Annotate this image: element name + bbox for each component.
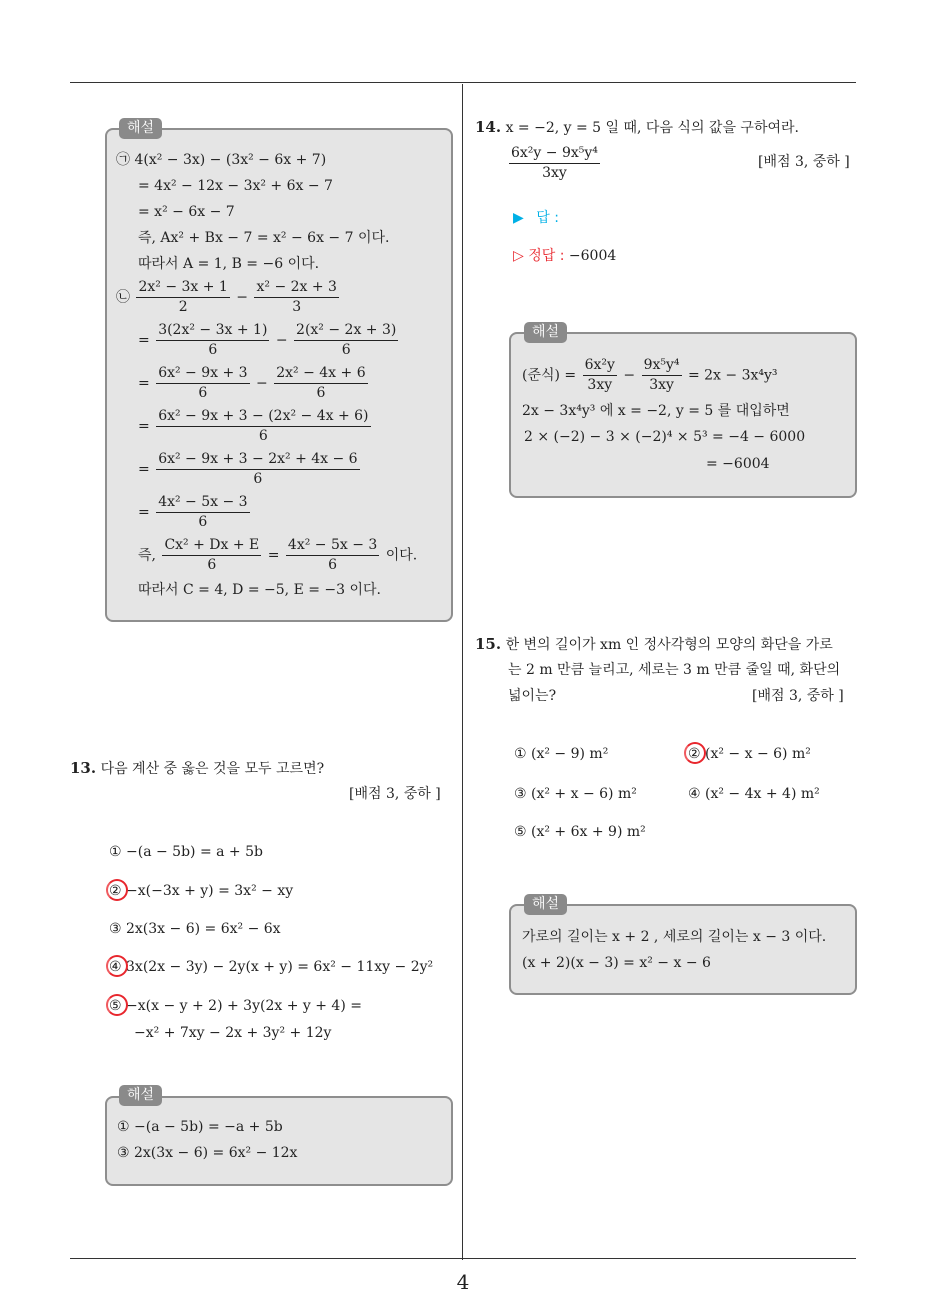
q13-option-4[interactable]	[109, 958, 433, 976]
text: (준식) =	[522, 367, 577, 384]
solution-tag: 해설	[524, 894, 567, 915]
q13-score: [배점 3, 중하 ]	[349, 786, 441, 802]
fraction	[156, 365, 249, 402]
fraction	[136, 279, 229, 316]
numerator: 9x⁵y⁴	[642, 357, 682, 376]
operator: −	[623, 367, 636, 384]
q13-option-2[interactable]	[109, 882, 293, 900]
q14-sol-1	[522, 357, 778, 394]
numerator: Cx² + Dx + E	[162, 537, 261, 556]
numerator: 3(2x² − 3x + 1)	[156, 322, 269, 341]
q15-text-2: 는 2 m 만큼 늘리고, 세로는 3 m 만큼 줄일 때, 화단의	[508, 662, 841, 678]
text: 즉,	[138, 547, 156, 564]
q15-option-3[interactable]: ③ (x² + x − 6) m²	[514, 786, 637, 802]
operator: −	[256, 375, 268, 392]
option-text: (x² − x − 6) m²	[705, 746, 811, 762]
page-number: 4	[456, 1270, 470, 1294]
q15-solution-box	[509, 904, 857, 995]
denominator: 6	[198, 514, 208, 530]
solution-tag: 해설	[119, 1085, 162, 1106]
denominator: 6	[253, 471, 263, 487]
q15-sol-2: (x + 2)(x − 3) = x² − x − 6	[522, 955, 711, 971]
sol-line-7	[138, 322, 400, 359]
equals: =	[138, 461, 150, 478]
question-text: x = −2, y = 5 일 때, 다음 식의 값을 구하여라.	[505, 120, 799, 136]
answer-circle-mark	[106, 879, 128, 901]
fraction	[156, 322, 269, 359]
sol-line-1: ㉠ 4(x² − 3x) − (3x² − 6x + 7)	[116, 152, 327, 168]
equals: =	[267, 547, 280, 564]
fraction	[642, 357, 682, 394]
operator: −	[275, 332, 288, 349]
answer-circle-mark	[684, 742, 706, 764]
q14-score: [배점 3, 중하 ]	[758, 154, 850, 170]
text: = 2x − 3x⁴y³	[687, 367, 778, 384]
fraction	[156, 451, 359, 488]
fraction	[156, 494, 249, 531]
q13-option-3[interactable]: ③ 2x(3x − 6) = 6x² − 6x	[109, 921, 281, 937]
denominator: 6	[198, 385, 208, 401]
fraction	[583, 357, 617, 394]
numerator: 6x²y − 9x⁵y⁴	[509, 145, 600, 164]
numerator: 4x² − 5x − 3	[286, 537, 379, 556]
denominator: 6	[341, 342, 351, 358]
denominator: 6	[328, 557, 338, 573]
fraction	[294, 322, 398, 359]
mark-circle-l: ㉡	[116, 289, 130, 306]
fraction	[509, 145, 600, 182]
option-mark: ②	[109, 883, 122, 899]
denominator: 3xy	[542, 165, 567, 181]
denominator: 3xy	[649, 377, 674, 393]
fraction	[286, 537, 379, 574]
numerator: 4x² − 5x − 3	[156, 494, 249, 513]
q14-correct-line	[513, 247, 616, 265]
sol-line-12	[138, 537, 417, 574]
q14-sol-4: = −6004	[706, 456, 770, 472]
operator: −	[236, 289, 249, 306]
q13-option-5[interactable]	[109, 997, 362, 1015]
fraction	[274, 365, 367, 402]
top-rule	[70, 82, 856, 83]
fraction	[162, 537, 261, 574]
sol-line-5: 따라서 A = 1, B = −6 이다.	[138, 256, 320, 272]
answer-circle-mark	[106, 994, 128, 1016]
sol-line-3: = x² − 6x − 7	[138, 204, 235, 220]
q13-option-1[interactable]: ① −(a − 5b) = a + 5b	[109, 844, 263, 860]
numerator: 6x² − 9x + 3 − (2x² − 4x + 6)	[156, 408, 370, 427]
solution-tag: 해설	[524, 322, 567, 343]
option-mark: ⑤	[109, 998, 122, 1014]
denominator: 3xy	[587, 377, 613, 393]
numerator: 2(x² − 2x + 3)	[294, 322, 398, 341]
equals: =	[138, 418, 150, 435]
denominator: 6	[258, 428, 268, 444]
answer-circle-mark	[106, 955, 128, 977]
question-text: 한 변의 길이가 xm 인 정사각형의 모양의 화단을 가로	[505, 637, 833, 653]
numerator: 6x²y	[583, 357, 617, 376]
q15-option-5[interactable]: ⑤ (x² + 6x + 9) m²	[514, 824, 646, 840]
sol-line-6	[116, 279, 341, 316]
denominator: 6	[316, 385, 326, 401]
question-number: 15.	[475, 635, 502, 653]
q14-heading	[475, 118, 799, 137]
sol-line-8	[138, 365, 370, 402]
q15-score: [배점 3, 중하 ]	[752, 688, 844, 704]
equals: =	[138, 375, 150, 392]
q14-answer-line[interactable]	[513, 209, 559, 227]
bottom-rule	[70, 1258, 856, 1259]
sol-line-11	[138, 494, 252, 531]
text: 이다.	[385, 547, 418, 564]
numerator: 6x² − 9x + 3	[156, 365, 249, 384]
q14-sol-3: 2 × (−2) − 3 × (−2)⁴ × 5³ = −4 − 6000	[524, 429, 806, 445]
sol-line-13: 따라서 C = 4, D = −5, E = −3 이다.	[138, 582, 382, 598]
numerator: 6x² − 9x + 3 − 2x² + 4x − 6	[156, 451, 359, 470]
q15-heading	[475, 635, 833, 654]
numerator: 2x² − 4x + 6	[274, 365, 367, 384]
numerator: 2x² − 3x + 1	[136, 279, 229, 298]
question-text: 다음 계산 중 옳은 것을 모두 고르면?	[100, 761, 325, 777]
sol-line-9	[138, 408, 373, 445]
option-text: 3x(2x − 3y) − 2y(x + y) = 6x² − 11xy − 2y²	[126, 959, 434, 975]
answer-label: 답 :	[536, 210, 559, 226]
equals: =	[138, 504, 150, 521]
question-number: 13.	[70, 759, 97, 777]
sol-line-2: = 4x² − 12x − 3x² + 6x − 7	[138, 178, 333, 194]
q15-sol-1: 가로의 길이는 x + 2 , 세로의 길이는 x − 3 이다.	[522, 929, 827, 945]
denominator: 6	[208, 342, 218, 358]
denominator: 6	[207, 557, 217, 573]
denominator: 3	[292, 299, 302, 315]
option-mark: ④	[109, 959, 122, 975]
equals: =	[138, 332, 150, 349]
option-text: −x(x − y + 2) + 3y(2x + y + 4) =	[126, 998, 362, 1014]
q14-sol-2: 2x − 3x⁴y³ 에 x = −2, y = 5 를 대입하면	[522, 403, 790, 419]
arrow-right-icon: ▶	[513, 210, 524, 226]
q13-sol-2: ③ 2x(3x − 6) = 6x² − 12x	[117, 1145, 298, 1161]
q15-option-2[interactable]	[688, 745, 811, 763]
q13-sol-1: ① −(a − 5b) = −a + 5b	[117, 1119, 283, 1135]
correct-value: −6004	[568, 248, 617, 264]
triangle-right-icon: ▷	[513, 248, 524, 264]
sol-line-4: 즉, Ax² + Bx − 7 = x² − 6x − 7 이다.	[138, 230, 390, 246]
sol-line-10	[138, 451, 362, 488]
denominator: 2	[178, 299, 188, 315]
question-number: 14.	[475, 118, 502, 136]
fraction	[254, 279, 338, 316]
q15-option-4[interactable]: ④ (x² − 4x + 4) m²	[688, 786, 820, 802]
q15-text-3: 넓이는?	[508, 688, 557, 704]
q13-heading	[70, 759, 324, 778]
option-mark: ②	[688, 746, 701, 762]
q13-option-5-cont: −x² + 7xy − 2x + 3y² + 12y	[134, 1025, 332, 1041]
column-divider	[462, 84, 463, 1260]
q14-expression	[507, 145, 602, 182]
option-text: −x(−3x + y) = 3x² − xy	[126, 883, 294, 899]
correct-label: 정답 :	[528, 248, 565, 264]
numerator: x² − 2x + 3	[254, 279, 338, 298]
q15-option-1[interactable]: ① (x² − 9) m²	[514, 746, 609, 762]
fraction	[156, 408, 370, 445]
solution-tag: 해설	[119, 118, 162, 139]
q13-solution-box	[105, 1096, 453, 1186]
